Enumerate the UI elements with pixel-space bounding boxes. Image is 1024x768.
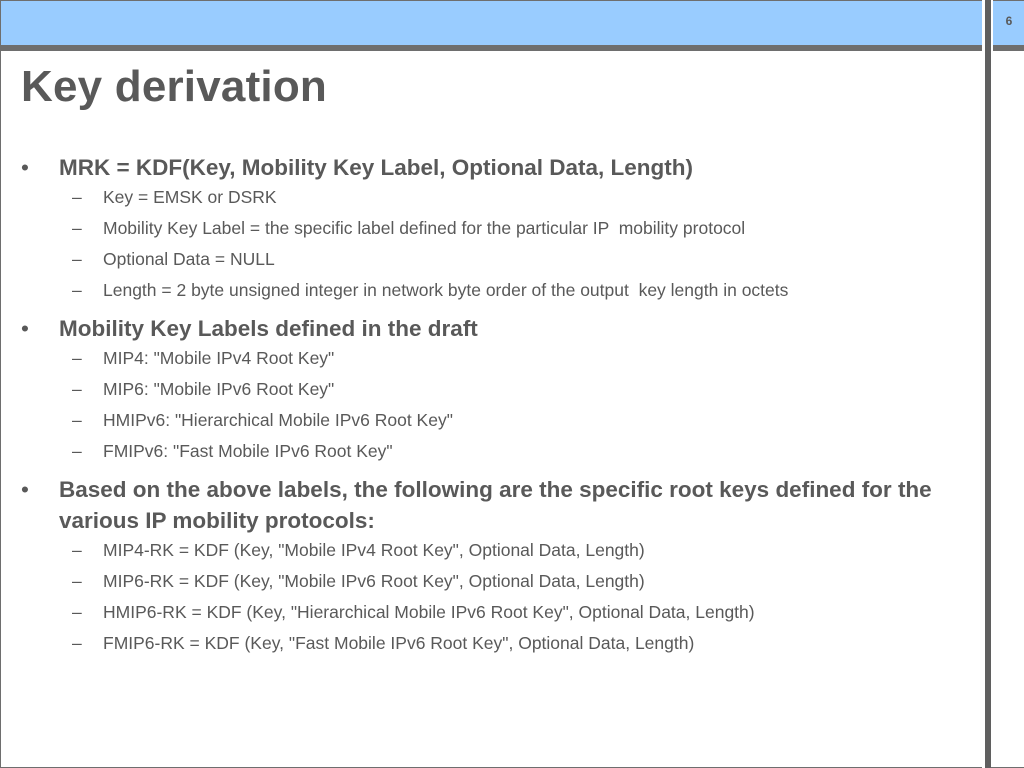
bullet-item [1, 313, 976, 344]
page-number: 6 [1005, 14, 1013, 28]
sub-list [1, 540, 976, 664]
page-number-rule [993, 47, 1024, 51]
sub-text: MIP4-RK = KDF (Key, "Mobile IPv4 Root Key", Optional Data, Length) [103, 540, 645, 560]
sub-list [1, 348, 976, 472]
sub-item [1, 602, 976, 633]
sub-item [1, 348, 976, 379]
dash-marker: – [72, 187, 82, 207]
sub-item [1, 218, 976, 249]
header-rule [1, 47, 982, 51]
dash-marker: – [72, 441, 82, 461]
sub-item [1, 633, 976, 664]
dash-marker: – [72, 379, 82, 399]
sub-text: Key = EMSK or DSRK [103, 187, 277, 207]
sub-item [1, 280, 976, 311]
sub-text: Length = 2 byte unsigned integer in network byte order of the output key length in octets [103, 280, 789, 300]
sub-item [1, 249, 976, 280]
bullet-text: Based on the above labels, the following are the specific root keys defined for the various IP mobility protocols: [59, 477, 932, 533]
dash-marker: – [72, 280, 82, 300]
dash-marker: – [72, 602, 82, 622]
bullet-marker: • [21, 477, 29, 502]
sub-text: HMIPv6: "Hierarchical Mobile IPv6 Root Key" [103, 410, 453, 430]
sub-item [1, 540, 976, 571]
sub-item [1, 571, 976, 602]
sub-text: FMIPv6: "Fast Mobile IPv6 Root Key" [103, 441, 393, 461]
sub-item [1, 187, 976, 218]
slide-title: Key derivation [21, 62, 328, 111]
header-band [1, 0, 982, 47]
sub-text: MIP6: "Mobile IPv6 Root Key" [103, 379, 335, 399]
dash-marker: – [72, 571, 82, 591]
dash-marker: – [72, 249, 82, 269]
dash-marker: – [72, 410, 82, 430]
slide-content [1, 152, 976, 666]
dash-marker: – [72, 540, 82, 560]
dash-marker: – [72, 633, 82, 653]
sub-text: Optional Data = NULL [103, 249, 275, 269]
sub-text: FMIP6-RK = KDF (Key, "Fast Mobile IPv6 Root Key", Optional Data, Length) [103, 633, 695, 653]
bullet-item [1, 152, 976, 183]
sub-item [1, 441, 976, 472]
sub-text: Mobility Key Label = the specific label defined for the particular IP mobility protocol [103, 218, 746, 238]
sub-text: MIP6-RK = KDF (Key, "Mobile IPv6 Root Key", Optional Data, Length) [103, 571, 645, 591]
sub-text: MIP4: "Mobile IPv4 Root Key" [103, 348, 335, 368]
bullet-text: Mobility Key Labels defined in the draft [59, 316, 478, 341]
bullet-marker: • [21, 155, 29, 180]
sub-item [1, 410, 976, 441]
dash-marker: – [72, 348, 82, 368]
sub-list [1, 187, 976, 311]
bullet-marker: • [21, 316, 29, 341]
sub-text: HMIP6-RK = KDF (Key, "Hierarchical Mobile IPv6 Root Key", Optional Data, Length) [103, 602, 755, 622]
bullet-text: MRK = KDF(Key, Mobility Key Label, Optional Data, Length) [59, 155, 693, 180]
dash-marker: – [72, 218, 82, 238]
sub-item [1, 379, 976, 410]
right-vertical-bar [985, 0, 991, 768]
bullet-item [1, 474, 976, 536]
